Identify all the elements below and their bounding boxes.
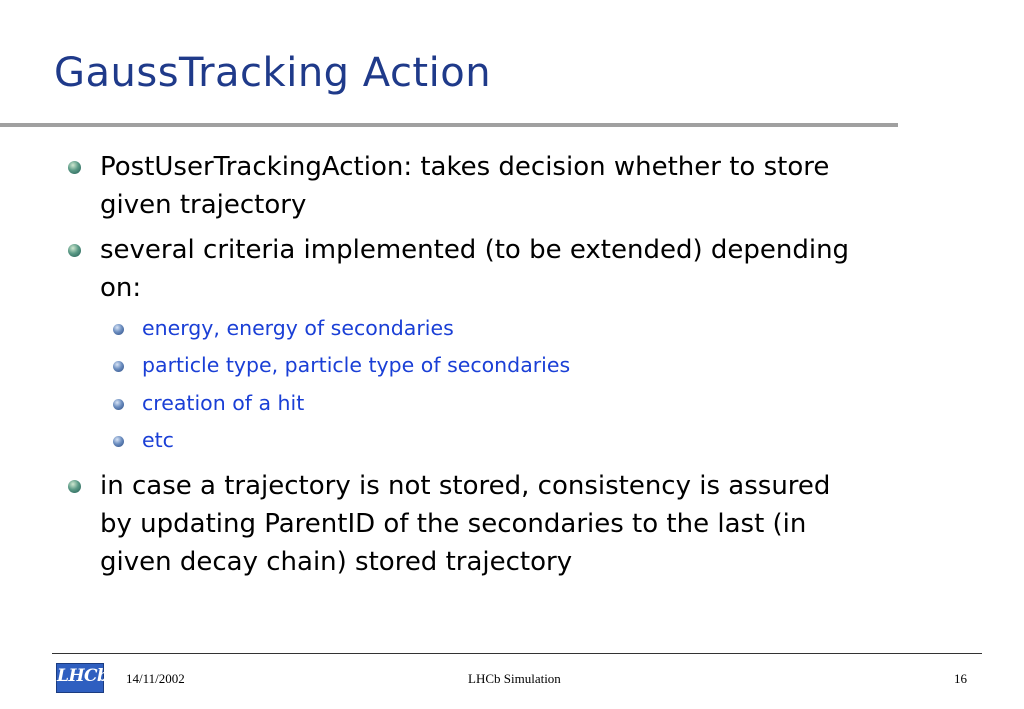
lhcb-logo-text: LHCb <box>57 666 109 686</box>
bullet-line: given trajectory <box>100 190 307 220</box>
footer-title: LHCb Simulation <box>468 671 561 686</box>
sub-bullet-item: energy, energy of secondaries <box>142 316 454 340</box>
bullet-line: PostUserTrackingAction: takes decision whether to store <box>100 152 830 182</box>
page-number: 16 <box>954 671 967 686</box>
sub-bullet-icon <box>113 399 124 410</box>
bullet-item <box>100 148 980 224</box>
bullet-icon <box>68 480 81 493</box>
slide-title: GaussTracking Action <box>54 50 492 96</box>
sub-bullet-icon <box>113 324 124 335</box>
sub-bullet-item: creation of a hit <box>142 391 305 415</box>
bullet-line: in case a trajectory is not stored, consistency is assured <box>100 471 831 501</box>
lhcb-logo <box>56 663 109 693</box>
bullet-item <box>100 231 980 307</box>
bullet-line: given decay chain) stored trajectory <box>100 547 573 577</box>
sub-bullet-icon <box>113 361 124 372</box>
footer-date: 14/11/2002 <box>126 671 185 686</box>
bullet-item <box>100 467 980 581</box>
bullet-icon <box>68 161 81 174</box>
title-divider <box>0 123 898 127</box>
bullet-icon <box>68 244 81 257</box>
sub-bullet-icon <box>113 436 124 447</box>
bullet-line: by updating ParentID of the secondaries to the last (in <box>100 509 807 539</box>
sub-bullet-item: particle type, particle type of secondaries <box>142 353 571 377</box>
footer-divider <box>52 653 982 654</box>
sub-bullet-item: etc <box>142 428 174 452</box>
bullet-line: on: <box>100 273 142 303</box>
bullet-line: several criteria implemented (to be extended) depending <box>100 235 850 265</box>
